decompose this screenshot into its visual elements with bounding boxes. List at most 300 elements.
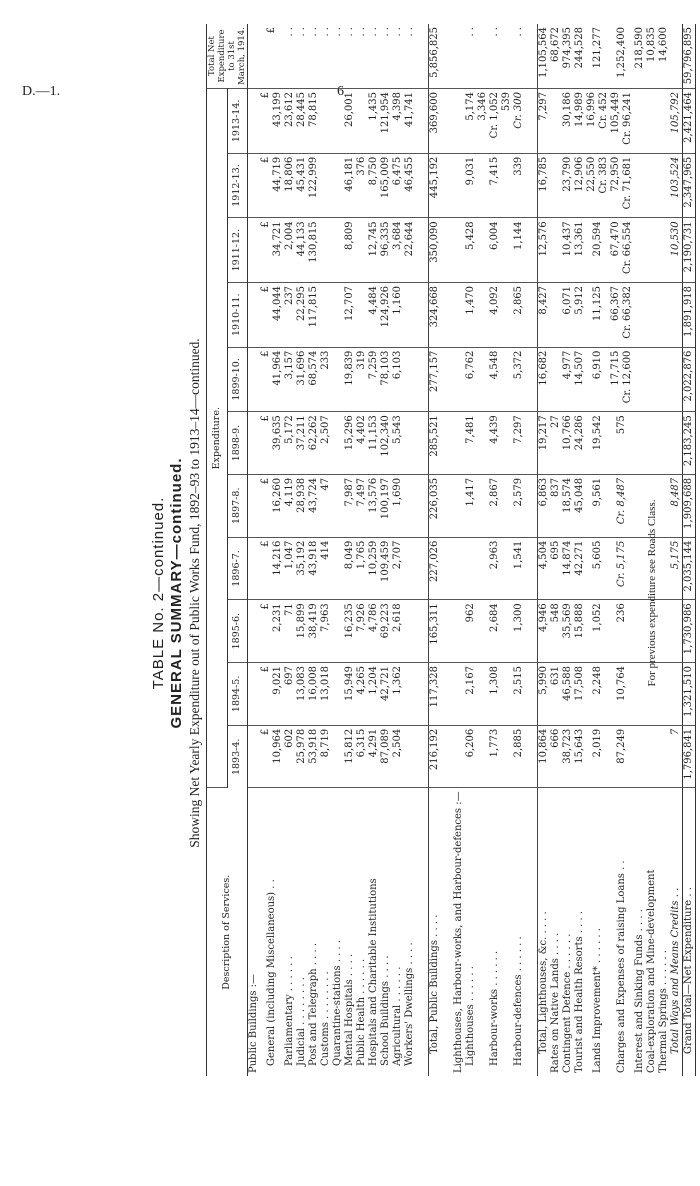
value-cell: 2,004 xyxy=(284,218,296,283)
value-cell: 6,103 xyxy=(392,347,404,412)
value-cell: 1,891,918 xyxy=(683,282,696,347)
value-cell xyxy=(658,412,670,475)
value-cell: 2,167 xyxy=(465,663,477,726)
value-cell: 277,157 xyxy=(429,347,442,412)
year-header: 1894-5. xyxy=(227,663,248,726)
value-cell: 19,542 xyxy=(586,412,610,475)
value-cell: 19,217 xyxy=(538,412,551,475)
value-cell: 13,018 xyxy=(320,663,332,726)
value-cell xyxy=(416,218,429,283)
value-cell: 45,048 xyxy=(574,474,586,537)
row-label xyxy=(416,788,429,1076)
value-cell xyxy=(404,537,416,600)
value-cell: 15,812 xyxy=(344,725,356,788)
value-cell xyxy=(441,282,453,347)
value-cell: 631 xyxy=(550,663,562,726)
value-cell: 2,019 xyxy=(586,725,610,788)
value-cell: 8,719 xyxy=(320,725,332,788)
total-cell: . . xyxy=(356,24,368,89)
row-label: Public Health . . . . . . xyxy=(356,958,367,1066)
value-cell xyxy=(525,663,538,726)
value-cell: 100,197 xyxy=(380,474,392,537)
value-cell: 7,297 xyxy=(538,89,551,154)
value-cell xyxy=(550,153,562,218)
total-cell xyxy=(525,24,538,89)
total-cell: 10,835 xyxy=(646,24,658,89)
value-cell: 43,724 xyxy=(308,474,320,537)
year-header: 1895-6. xyxy=(227,600,248,663)
value-cell: 5,543 xyxy=(392,412,404,475)
value-cell: 226,035 xyxy=(429,474,442,537)
value-cell: 31,696 xyxy=(296,347,308,412)
row-label: School Buildings . . . . xyxy=(380,955,391,1066)
value-cell: 6,863 xyxy=(538,474,551,537)
value-cell: 41,741 xyxy=(404,89,416,154)
value-cell: 3,684 xyxy=(392,218,404,283)
value-cell xyxy=(248,412,261,475)
value-cell: 2,022,876 xyxy=(683,347,696,412)
value-cell: 14,989 xyxy=(574,89,586,154)
table-row xyxy=(429,24,442,1076)
value-cell: 237 xyxy=(284,282,296,347)
value-cell: 2,347,965 xyxy=(683,153,696,218)
value-cell xyxy=(332,412,344,475)
total-cell: . . xyxy=(513,24,525,89)
value-cell: 13,576 xyxy=(368,474,380,537)
total-cell: 121,277 xyxy=(586,24,610,89)
row-label xyxy=(441,788,453,1076)
table-row xyxy=(658,24,670,1076)
value-cell: 4,402 xyxy=(356,412,368,475)
value-cell: Cr. 8,487 xyxy=(610,474,634,537)
total-cell: 218,590 xyxy=(634,24,646,89)
value-cell: 1,773 xyxy=(477,725,513,788)
value-cell xyxy=(670,412,683,475)
row-label: Harbour-defences . . . . . . xyxy=(513,936,524,1066)
value-cell: 6,762 xyxy=(465,347,477,412)
value-cell: 35,569 xyxy=(562,600,574,663)
value-cell xyxy=(441,663,453,726)
value-cell: 4,946 xyxy=(538,600,551,663)
value-cell: 15,949 xyxy=(344,663,356,726)
value-cell xyxy=(416,725,429,788)
value-cell: 15,888 xyxy=(574,600,586,663)
expenditure-group-header: Expenditure. xyxy=(207,89,228,788)
value-cell xyxy=(453,412,465,475)
value-cell xyxy=(453,663,465,726)
value-cell: 4,504 xyxy=(538,537,551,600)
value-cell: 2,035,144 xyxy=(683,537,696,600)
table-row xyxy=(610,24,634,1076)
value-cell xyxy=(404,282,416,347)
value-cell: £ 34,721 xyxy=(260,218,284,283)
value-cell: 15,296 xyxy=(344,412,356,475)
value-cell: 4,265 xyxy=(356,663,368,726)
value-cell xyxy=(416,663,429,726)
value-cell xyxy=(320,89,332,154)
value-cell: 23,790 xyxy=(562,153,574,218)
value-cell: 5,172 xyxy=(284,412,296,475)
value-cell: 1,321,510 xyxy=(683,663,696,726)
value-cell: 2,507 xyxy=(320,412,332,475)
total-cell xyxy=(670,24,683,89)
value-cell: Cr. 300 xyxy=(513,89,525,154)
value-cell xyxy=(416,600,429,663)
value-cell: 18,574 xyxy=(562,474,574,537)
value-cell xyxy=(670,282,683,347)
year-header: 1911-12. xyxy=(227,218,248,283)
value-cell: 16,785 xyxy=(538,153,551,218)
value-cell xyxy=(248,600,261,663)
total-header: Total Net Expenditure to 31st March, 1914. xyxy=(207,24,248,89)
value-cell: 1,909,688 xyxy=(683,474,696,537)
value-cell: 87,249 xyxy=(610,725,634,788)
table-row xyxy=(683,24,696,1076)
total-cell: 59,796,895 xyxy=(683,24,696,89)
value-cell xyxy=(525,89,538,154)
value-cell: 6,315 xyxy=(356,725,368,788)
row-label: Judicial . . . . . . . . xyxy=(296,977,307,1066)
value-cell: 12,707 xyxy=(344,282,356,347)
value-cell xyxy=(658,218,670,283)
value-cell: 2,579 xyxy=(513,474,525,537)
value-cell xyxy=(453,725,465,788)
value-cell xyxy=(634,725,646,788)
value-cell: 16,682 xyxy=(538,347,551,412)
value-cell: 3,157 xyxy=(284,347,296,412)
value-cell: 30,186 xyxy=(562,89,574,154)
value-cell xyxy=(634,663,646,726)
value-cell: £ 41,964 xyxy=(260,347,284,412)
value-cell: 11,153 xyxy=(368,412,380,475)
value-cell: 6,004 xyxy=(477,218,513,283)
value-cell xyxy=(634,282,646,347)
value-cell xyxy=(404,600,416,663)
total-cell: £ xyxy=(260,24,284,89)
row-label: Lands Improvement* . . . . . . xyxy=(592,928,603,1073)
value-cell xyxy=(441,600,453,663)
total-cell xyxy=(453,24,465,89)
value-cell: 236 xyxy=(610,600,634,663)
year-header: 1913-14. xyxy=(227,89,248,154)
row-label: Harbour-works . . . . . . xyxy=(489,950,500,1066)
value-cell xyxy=(658,725,670,788)
total-cell: . . xyxy=(380,24,392,89)
value-cell xyxy=(248,153,261,218)
table-number: TABLE No. 2—continued. xyxy=(150,496,167,690)
value-cell: £ 14,216 xyxy=(260,537,284,600)
expenditure-table xyxy=(206,24,696,1076)
table-row xyxy=(248,24,261,1076)
value-cell xyxy=(670,347,683,412)
value-cell: 87,089 xyxy=(380,725,392,788)
value-cell: 15,899 xyxy=(296,600,308,663)
row-label: Coal-exploration and Mine-development xyxy=(646,869,657,1073)
value-cell xyxy=(356,282,368,347)
value-cell: 1,160 xyxy=(392,282,404,347)
value-cell: 10,766 xyxy=(562,412,574,475)
page-ref: D.—1. xyxy=(22,84,61,99)
value-cell: 165,311 xyxy=(429,600,442,663)
value-cell: 666 xyxy=(550,725,562,788)
value-cell: 96,335 xyxy=(380,218,392,283)
value-cell: 548 xyxy=(550,600,562,663)
value-cell: 7 xyxy=(670,725,683,788)
year-header: 1899-10. xyxy=(227,347,248,412)
value-cell xyxy=(453,600,465,663)
value-cell: 319 xyxy=(356,347,368,412)
value-cell xyxy=(416,282,429,347)
value-cell: 35,192 xyxy=(296,537,308,600)
row-label: Workers' Dwellings . . . . xyxy=(404,942,415,1066)
value-cell xyxy=(248,725,261,788)
value-cell: 1,765 xyxy=(356,537,368,600)
value-cell xyxy=(441,218,453,283)
total-cell: . . xyxy=(477,24,513,89)
value-cell xyxy=(441,347,453,412)
total-cell: . . xyxy=(332,24,344,89)
value-cell xyxy=(441,537,453,600)
table-row xyxy=(574,24,586,1076)
value-cell: 4,484 xyxy=(368,282,380,347)
total-cell: . . xyxy=(392,24,404,89)
total-cell: . . xyxy=(368,24,380,89)
value-cell xyxy=(525,537,538,600)
value-cell: 3,346 Cr. 1,052 539 xyxy=(477,89,513,154)
value-cell: 105,449 Cr. 96,241 xyxy=(610,89,634,154)
value-cell xyxy=(320,218,332,283)
value-cell: 42,271 xyxy=(574,537,586,600)
value-cell xyxy=(658,282,670,347)
value-cell: 10,764 xyxy=(610,663,634,726)
value-cell xyxy=(404,663,416,726)
row-label: Agricultural . . . . . . xyxy=(392,966,403,1066)
value-cell: £ 44,044 xyxy=(260,282,284,347)
value-cell: 22,550 Cr. 383 xyxy=(586,153,610,218)
value-cell xyxy=(248,282,261,347)
table-row xyxy=(368,24,380,1076)
value-cell: 27 xyxy=(550,412,562,475)
value-cell: 26,001 xyxy=(344,89,356,154)
value-cell: 2,963 xyxy=(477,537,513,600)
value-cell xyxy=(453,89,465,154)
value-cell: 1,047 xyxy=(284,537,296,600)
value-cell: 44,133 xyxy=(296,218,308,283)
total-cell: . . xyxy=(284,24,296,89)
value-cell xyxy=(634,412,646,475)
row-label: Thermal Springs . . . . . . xyxy=(658,950,669,1073)
value-cell: 324,668 xyxy=(429,282,442,347)
value-cell: 38,419 xyxy=(308,600,320,663)
value-cell: 13,361 xyxy=(574,218,586,283)
total-cell: . . xyxy=(465,24,477,89)
value-cell xyxy=(634,600,646,663)
value-cell: 7,259 xyxy=(368,347,380,412)
value-cell: 1,308 xyxy=(477,663,513,726)
row-label: General (including Miscellaneous) . . xyxy=(266,879,277,1066)
value-cell xyxy=(332,89,344,154)
value-cell: 1,470 xyxy=(465,282,477,347)
table-row xyxy=(465,24,477,1076)
value-cell: 837 xyxy=(550,474,562,537)
value-cell: 69,223 xyxy=(380,600,392,663)
value-cell: 350,090 xyxy=(429,218,442,283)
value-cell: 1,435 xyxy=(368,89,380,154)
value-cell: 10,530 xyxy=(670,218,683,283)
value-cell xyxy=(658,89,670,154)
row-label: Parliamentary . . . . . . xyxy=(284,956,295,1066)
value-cell: 5,372 xyxy=(513,347,525,412)
value-cell xyxy=(525,725,538,788)
value-cell: 7,497 xyxy=(356,474,368,537)
value-cell: 4,398 xyxy=(392,89,404,154)
table-row xyxy=(392,24,404,1076)
value-cell xyxy=(453,218,465,283)
value-cell: 10,437 xyxy=(562,218,574,283)
value-cell: 42,721 xyxy=(380,663,392,726)
value-cell: 7,987 xyxy=(344,474,356,537)
value-cell: 14,874 xyxy=(562,537,574,600)
value-cell: 6,206 xyxy=(465,725,477,788)
value-cell: 17,715 Cr. 12,600 xyxy=(610,347,634,412)
value-cell: 1,730,986 xyxy=(683,600,696,663)
value-cell: 103,524 xyxy=(670,153,683,218)
value-cell xyxy=(332,474,344,537)
value-cell xyxy=(634,89,646,154)
value-cell: 9,561 xyxy=(586,474,610,537)
total-cell: . . xyxy=(296,24,308,89)
value-cell: 62,262 xyxy=(308,412,320,475)
table-caption: Showing Net Yearly Expenditure out of Public Works Fund, 1892–93 to 1913–14—continued. xyxy=(187,338,202,848)
value-cell xyxy=(550,89,562,154)
year-header: 1910-11. xyxy=(227,282,248,347)
value-cell: 7,481 xyxy=(465,412,477,475)
value-cell: 72,950 Cr. 71,681 xyxy=(610,153,634,218)
table-row xyxy=(284,24,296,1076)
value-cell: 1,796,841 xyxy=(683,725,696,788)
value-cell: 12,906 xyxy=(574,153,586,218)
value-cell: 121,954 xyxy=(380,89,392,154)
value-cell: 8,049 xyxy=(344,537,356,600)
value-cell: 20,594 xyxy=(586,218,610,283)
value-cell: 25,978 xyxy=(296,725,308,788)
footnote: For previous expenditure see Roads Class. xyxy=(646,499,658,687)
value-cell: 10,864 xyxy=(538,725,551,788)
value-cell xyxy=(525,600,538,663)
table-row xyxy=(344,24,356,1076)
value-cell: 1,300 xyxy=(513,600,525,663)
value-cell: 78,103 xyxy=(380,347,392,412)
value-cell: 165,009 xyxy=(380,153,392,218)
value-cell xyxy=(525,218,538,283)
year-header: 1898-9. xyxy=(227,412,248,475)
value-cell: 339 xyxy=(513,153,525,218)
value-cell: 1,417 xyxy=(465,474,477,537)
table-row xyxy=(404,24,416,1076)
value-cell: 2,515 xyxy=(513,663,525,726)
value-cell: 4,291 xyxy=(368,725,380,788)
value-cell: 285,521 xyxy=(429,412,442,475)
total-cell: 5,856,825 xyxy=(429,24,442,89)
total-cell: 68,672 xyxy=(550,24,562,89)
total-cell: . . xyxy=(320,24,332,89)
value-cell: 2,190,731 xyxy=(683,218,696,283)
value-cell: 1,052 xyxy=(586,600,610,663)
value-cell: 9,031 xyxy=(465,153,477,218)
value-cell: 5,175 xyxy=(670,537,683,600)
row-label: Rates on Native Lands . . . . xyxy=(550,932,561,1073)
value-cell xyxy=(320,153,332,218)
value-cell: 68,574 xyxy=(308,347,320,412)
value-cell: 46,455 xyxy=(404,153,416,218)
table-row xyxy=(550,24,562,1076)
value-cell xyxy=(332,725,344,788)
value-cell: 2,865 xyxy=(513,282,525,347)
value-cell: 227,026 xyxy=(429,537,442,600)
value-cell: 216,192 xyxy=(429,725,442,788)
value-cell: 67,470 Cr. 66,554 xyxy=(610,218,634,283)
value-cell xyxy=(416,537,429,600)
value-cell xyxy=(550,347,562,412)
value-cell: 575 xyxy=(610,412,634,475)
value-cell: 53,918 xyxy=(308,725,320,788)
value-cell: 8,750 xyxy=(368,153,380,218)
value-cell: 122,999 xyxy=(308,153,320,218)
value-cell xyxy=(332,153,344,218)
value-cell: 5,912 xyxy=(574,282,586,347)
value-cell xyxy=(332,218,344,283)
value-cell: £ 44,719 xyxy=(260,153,284,218)
value-cell: 28,938 xyxy=(296,474,308,537)
value-cell: 5,990 xyxy=(538,663,551,726)
value-cell: 10,259 xyxy=(368,537,380,600)
value-cell: 1,144 xyxy=(513,218,525,283)
value-cell xyxy=(332,600,344,663)
value-cell: 1,204 xyxy=(368,663,380,726)
value-cell xyxy=(441,412,453,475)
value-cell: 71 xyxy=(284,600,296,663)
table-row xyxy=(538,24,551,1076)
row-label: Total, Lighthouses, &c. . . . . xyxy=(538,788,551,1076)
table-row xyxy=(513,24,525,1076)
row-label: Quarantine-stations . . . . xyxy=(332,939,343,1066)
total-cell: 14,600 xyxy=(658,24,670,89)
row-label xyxy=(525,788,538,1076)
value-cell xyxy=(248,474,261,537)
value-cell xyxy=(332,537,344,600)
value-cell: 7,926 xyxy=(356,600,368,663)
value-cell: 1,690 xyxy=(392,474,404,537)
value-cell: 2,684 xyxy=(477,600,513,663)
value-cell: 2,707 xyxy=(392,537,404,600)
value-cell: 8,809 xyxy=(344,218,356,283)
value-cell: £ 9,021 xyxy=(260,663,284,726)
table-body xyxy=(248,24,696,1076)
value-cell: 697 xyxy=(284,663,296,726)
value-cell xyxy=(332,282,344,347)
table-row xyxy=(308,24,320,1076)
table-row xyxy=(260,24,284,1076)
row-label: Tourist and Health Resorts . . . . xyxy=(574,910,585,1073)
value-cell xyxy=(550,218,562,283)
total-cell: 974,395 xyxy=(562,24,574,89)
value-cell: 2,183,245 xyxy=(683,412,696,475)
table-row xyxy=(356,24,368,1076)
value-cell xyxy=(332,663,344,726)
value-cell xyxy=(441,153,453,218)
table-row xyxy=(416,24,429,1076)
value-cell: 4,092 xyxy=(477,282,513,347)
